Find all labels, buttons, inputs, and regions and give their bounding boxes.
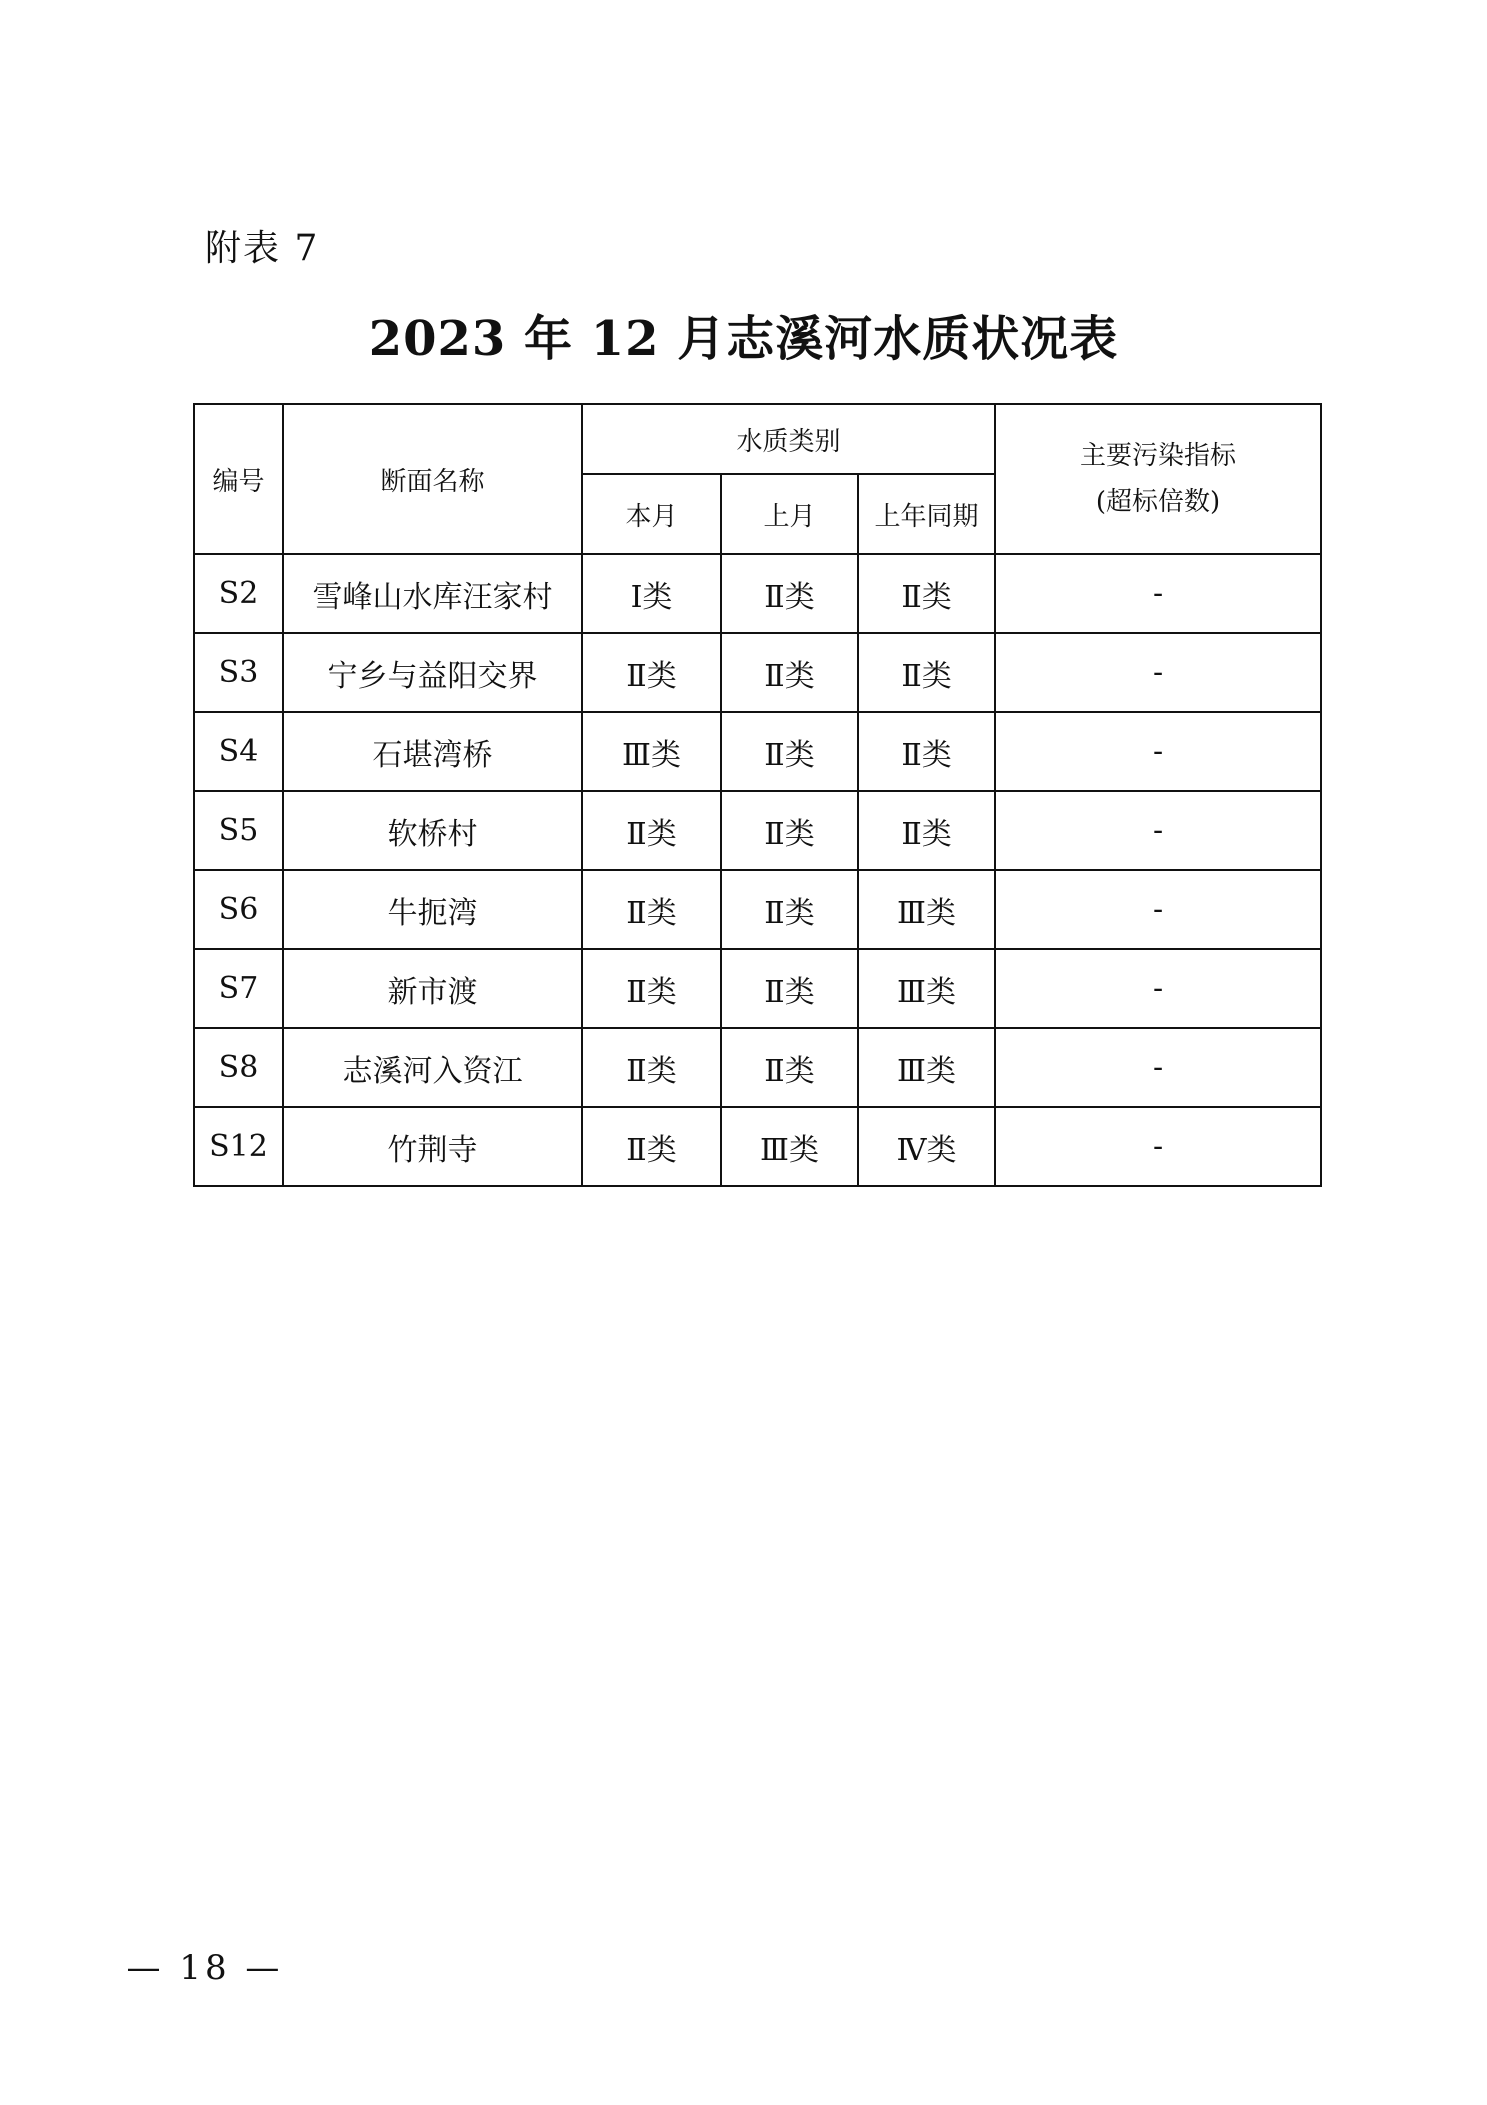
cell-main-pollutants: -	[995, 712, 1321, 791]
cell-same-period-last-year: Ⅱ类	[858, 791, 995, 870]
cell-last-month: Ⅱ类	[721, 633, 858, 712]
cell-last-month: Ⅱ类	[721, 1028, 858, 1107]
header-same-period-last-year: 上年同期	[858, 474, 995, 554]
cell-this-month: Ⅱ类	[582, 791, 721, 870]
cell-this-month: Ⅱ类	[582, 1107, 721, 1186]
header-main-pollutants-line1: 主要污染指标	[1080, 441, 1237, 471]
cell-id: S6	[194, 870, 283, 949]
cell-id: S2	[194, 554, 283, 633]
cell-main-pollutants: -	[995, 554, 1321, 633]
cell-id: S7	[194, 949, 283, 1028]
cell-id: S5	[194, 791, 283, 870]
cell-main-pollutants: -	[995, 1028, 1321, 1107]
cell-section-name: 软桥村	[283, 791, 582, 870]
cell-last-month: Ⅱ类	[721, 554, 858, 633]
cell-main-pollutants: -	[995, 949, 1321, 1028]
cell-same-period-last-year: Ⅱ类	[858, 712, 995, 791]
table-row	[194, 949, 1321, 1028]
table-row	[194, 712, 1321, 791]
header-water-quality-class: 水质类别	[582, 404, 995, 474]
cell-same-period-last-year: Ⅱ类	[858, 633, 995, 712]
header-main-pollutants	[995, 404, 1321, 554]
cell-main-pollutants: -	[995, 633, 1321, 712]
table-header-row	[194, 404, 1321, 474]
cell-section-name: 牛扼湾	[283, 870, 582, 949]
header-main-pollutants-line2: (超标倍数)	[1095, 487, 1221, 517]
cell-section-name: 雪峰山水库汪家村	[283, 554, 582, 633]
cell-this-month: Ⅲ类	[582, 712, 721, 791]
table-row	[194, 633, 1321, 712]
cell-same-period-last-year: Ⅱ类	[858, 554, 995, 633]
document-title: 2023 年 12 月志溪河水质状况表	[368, 311, 1119, 367]
cell-same-period-last-year: Ⅲ类	[858, 1028, 995, 1107]
cell-id: S8	[194, 1028, 283, 1107]
cell-main-pollutants: -	[995, 870, 1321, 949]
table-row	[194, 870, 1321, 949]
cell-last-month: Ⅱ类	[721, 791, 858, 870]
water-quality-table	[193, 403, 1322, 1187]
cell-this-month: Ⅱ类	[582, 1028, 721, 1107]
cell-section-name: 竹荆寺	[283, 1107, 582, 1186]
cell-last-month: Ⅱ类	[721, 712, 858, 791]
table-row	[194, 791, 1321, 870]
cell-same-period-last-year: Ⅳ类	[858, 1107, 995, 1186]
cell-main-pollutants: -	[995, 791, 1321, 870]
cell-last-month: Ⅲ类	[721, 1107, 858, 1186]
cell-same-period-last-year: Ⅲ类	[858, 949, 995, 1028]
header-last-month: 上月	[721, 474, 858, 554]
cell-main-pollutants: -	[995, 1107, 1321, 1186]
cell-id: S3	[194, 633, 283, 712]
page-number: — 18 —	[126, 1948, 284, 1988]
table-body	[194, 554, 1321, 1186]
cell-section-name: 石堪湾桥	[283, 712, 582, 791]
header-id: 编号	[194, 404, 283, 554]
cell-last-month: Ⅱ类	[721, 949, 858, 1028]
cell-id: S4	[194, 712, 283, 791]
cell-section-name: 新市渡	[283, 949, 582, 1028]
cell-id: S12	[194, 1107, 283, 1186]
cell-same-period-last-year: Ⅲ类	[858, 870, 995, 949]
table-row	[194, 1028, 1321, 1107]
header-section-name: 断面名称	[283, 404, 582, 554]
table-row	[194, 554, 1321, 633]
cell-section-name: 志溪河入资江	[283, 1028, 582, 1107]
cell-this-month: Ⅱ类	[582, 870, 721, 949]
table-row	[194, 1107, 1321, 1186]
cell-section-name: 宁乡与益阳交界	[283, 633, 582, 712]
cell-this-month: Ⅱ类	[582, 949, 721, 1028]
cell-this-month: Ⅱ类	[582, 633, 721, 712]
header-this-month: 本月	[582, 474, 721, 554]
cell-last-month: Ⅱ类	[721, 870, 858, 949]
appendix-label: 附表 7	[205, 228, 320, 269]
cell-this-month: Ⅰ类	[582, 554, 721, 633]
